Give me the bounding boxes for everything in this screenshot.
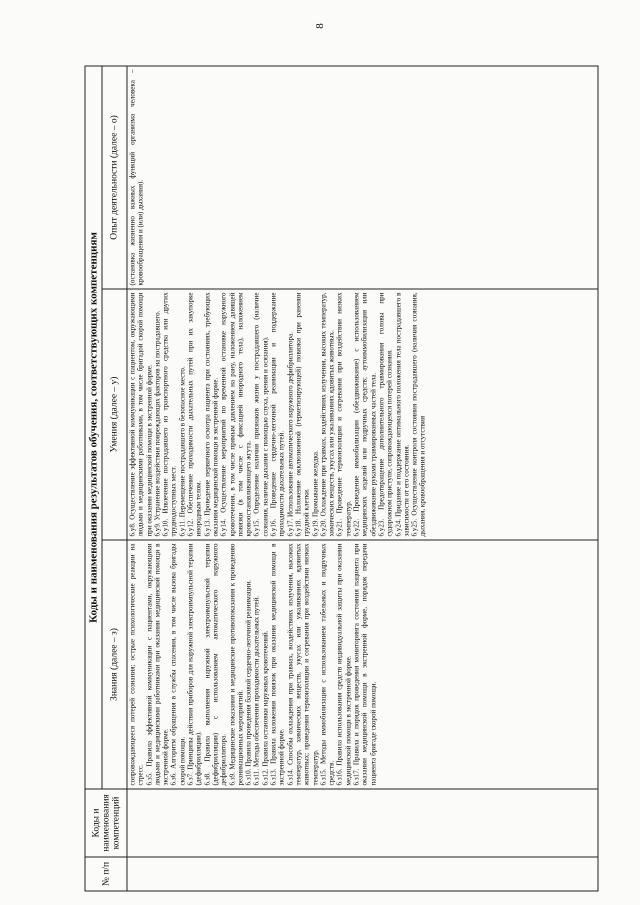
skill-item: 6.у19. Промывание желудка.	[310, 450, 319, 537]
header-knowledge: Знания (далее – з)	[102, 540, 127, 789]
knowledge-item: сопровождающееся потерей сознания; острые психологические реакции на стресс.	[128, 543, 145, 786]
knowledge-item: 6.з6. Алгоритм обращения в службы спасения, в том числе вызова бригады скорой помощи.	[169, 543, 186, 786]
skill-item: 6.у21. Проведение термоизоляции и согревания при воздействии низких температур.	[335, 292, 352, 537]
knowledge-item: 6.з7. Принципы действия приборов для наружной электроимпульсной терапии (дефибрилляции).	[186, 543, 203, 786]
knowledge-item: 6.з14. Способы охлаждения при травмах, воздействиях излучения, высоких температур, химических веществ, укусах или ужаливаниях ядовитых животных; проведения термоизоляции и согревания при воздействии низких температур.	[285, 543, 319, 786]
knowledge-item: 6.з8. Правила выполнения наружной электроимпульсной терапии (дефибрилляции) с использованием автоматического наружного дефибриллятора.	[202, 543, 228, 786]
header-codes: Коды и наименования компетенций	[85, 789, 127, 857]
knowledge-item: 6.з5. Правила эффективной коммуникации с пациентами, окружающими людьми и медицинскими работниками при оказании медицинской помощи в экстренной форме.	[144, 543, 170, 786]
skill-item: 6.у14. Осуществление мероприятий по временной остановке наружного кровотечения, в том числе прямым давлением на рану, наложением давящей повязки (в том числе с фиксацией инородного тела), наложением кровоостанавливающего жгута.	[219, 292, 253, 537]
skill-item: 6.у20. Охлаждение при травмах, воздействиях излучения, высоких температур, химических веществ, укусах или ужаливаниях ядовитых животных.	[318, 292, 336, 537]
skill-item: 6.у18. Наложение окклюзионной (герметизирующей) повязки при ранении грудной клетки.	[293, 292, 311, 537]
cell-skills	[127, 289, 598, 540]
header-num: № п/п	[85, 857, 127, 891]
knowledge-item: 6.з16. Правила использования средств индивидуальной защиты при оказании медицинской помощи в экстренной форме.	[335, 543, 352, 786]
competency-table	[84, 65, 598, 891]
skill-item: 6.у12. Обеспечение проходимости дыхательных путей при их закупорке инородным телом.	[186, 292, 203, 537]
skill-item: 6.у16. Проведение сердечно-легочной реанимации и поддержание проходимости дыхательных путей.	[269, 292, 286, 537]
skill-item: 6.у24. Придание и поддержание оптимального положения тела пострадавшего в зависимости от его состояния.	[393, 292, 410, 537]
skill-item: 6.у23. Предотвращение дополнительного травмирования головы при судорожном приступе, сопровождающемся потерей сознания.	[376, 292, 394, 537]
knowledge-item: 6.з10. Правила проведения базовой сердечно-легочной реанимации.	[244, 579, 253, 786]
knowledge-item: 6.з15. Методы иммобилизации с использованием табельных и подручных средств.	[318, 543, 336, 786]
skill-item: 6.у11. Перемещение пострадавшего в безопасное место.	[177, 366, 186, 537]
skill-item: 6.у13. Проведение первичного осмотра пациента при состояниях, требующих оказания медицинской помощи в экстренной форме.	[202, 292, 219, 537]
experience-text: (остановка жизненно важных функций организма человека – кровообращения и (или) дыхания).	[128, 69, 145, 286]
cell-experience	[127, 66, 598, 289]
header-experience: Опыт деятельности (далее – о)	[102, 66, 127, 289]
competency-table-sheet	[84, 67, 598, 892]
skill-item: 6.у22. Проведение иммобилизации (обездвиживание) с использованием медицинских изделий или подручных средств; аутоиммобилизация или обездвиживание руками травмированных частей тела.	[352, 292, 377, 537]
skill-item: 6.у8. Осуществление эффективной коммуникации с пациентом, окружающими людьми и медицинскими работниками, в том числе бригадой скорой помощи при оказании медицинской помощи в экстренной форме.	[128, 292, 153, 537]
header-skills: Умения (далее – у)	[102, 289, 127, 540]
skill-item: 6.у10. Извлечение пострадавшего из транспортного средства или других труднодоступных мест.	[161, 292, 178, 537]
skill-item: 6.у15. Определение наличия признаков жизни у пострадавшего (наличие сознания, наличие дыхания с помощью слуха, зрения и осязания).	[252, 292, 269, 537]
skill-item: 6.у17. Использование автоматического наружного дефибриллятора.	[285, 331, 294, 537]
cell-knowledge	[127, 540, 598, 789]
cell-codes	[127, 789, 598, 857]
cell-num	[127, 857, 598, 891]
knowledge-item: 6.з13. Правила наложения повязок при оказании медицинской помощи в экстренной форме.	[269, 543, 286, 786]
skill-item: 6.у9. Устранение воздействия повреждающих факторов на пострадавшего.	[152, 310, 161, 537]
header-results-group: Коды и наименования результатов обучения, соответствующих компетенциям	[85, 66, 102, 789]
knowledge-item: 6.з12. Правила остановки наружных кровотечений.	[260, 630, 269, 786]
knowledge-item: 6.з11. Методы обеспечения проходимости дыхательных путей.	[252, 595, 261, 786]
page-number: 8	[314, 23, 326, 29]
skill-item: 6.у25. Осуществление контроля состояния пострадавшего (наличия сознания, дыхания, кровообращения и отсутствия	[410, 292, 427, 537]
knowledge-item: 6.з17. Правила и порядок проведения мониторинга состояния пациента при оказании медицинской помощи в экстренной форме, порядок передачи пациента бригаде скорой помощи.	[352, 543, 377, 786]
knowledge-item: 6.з9. Медицинские показания и медицинские противопоказания к проведению реанимационных мероприятий.	[227, 543, 244, 786]
